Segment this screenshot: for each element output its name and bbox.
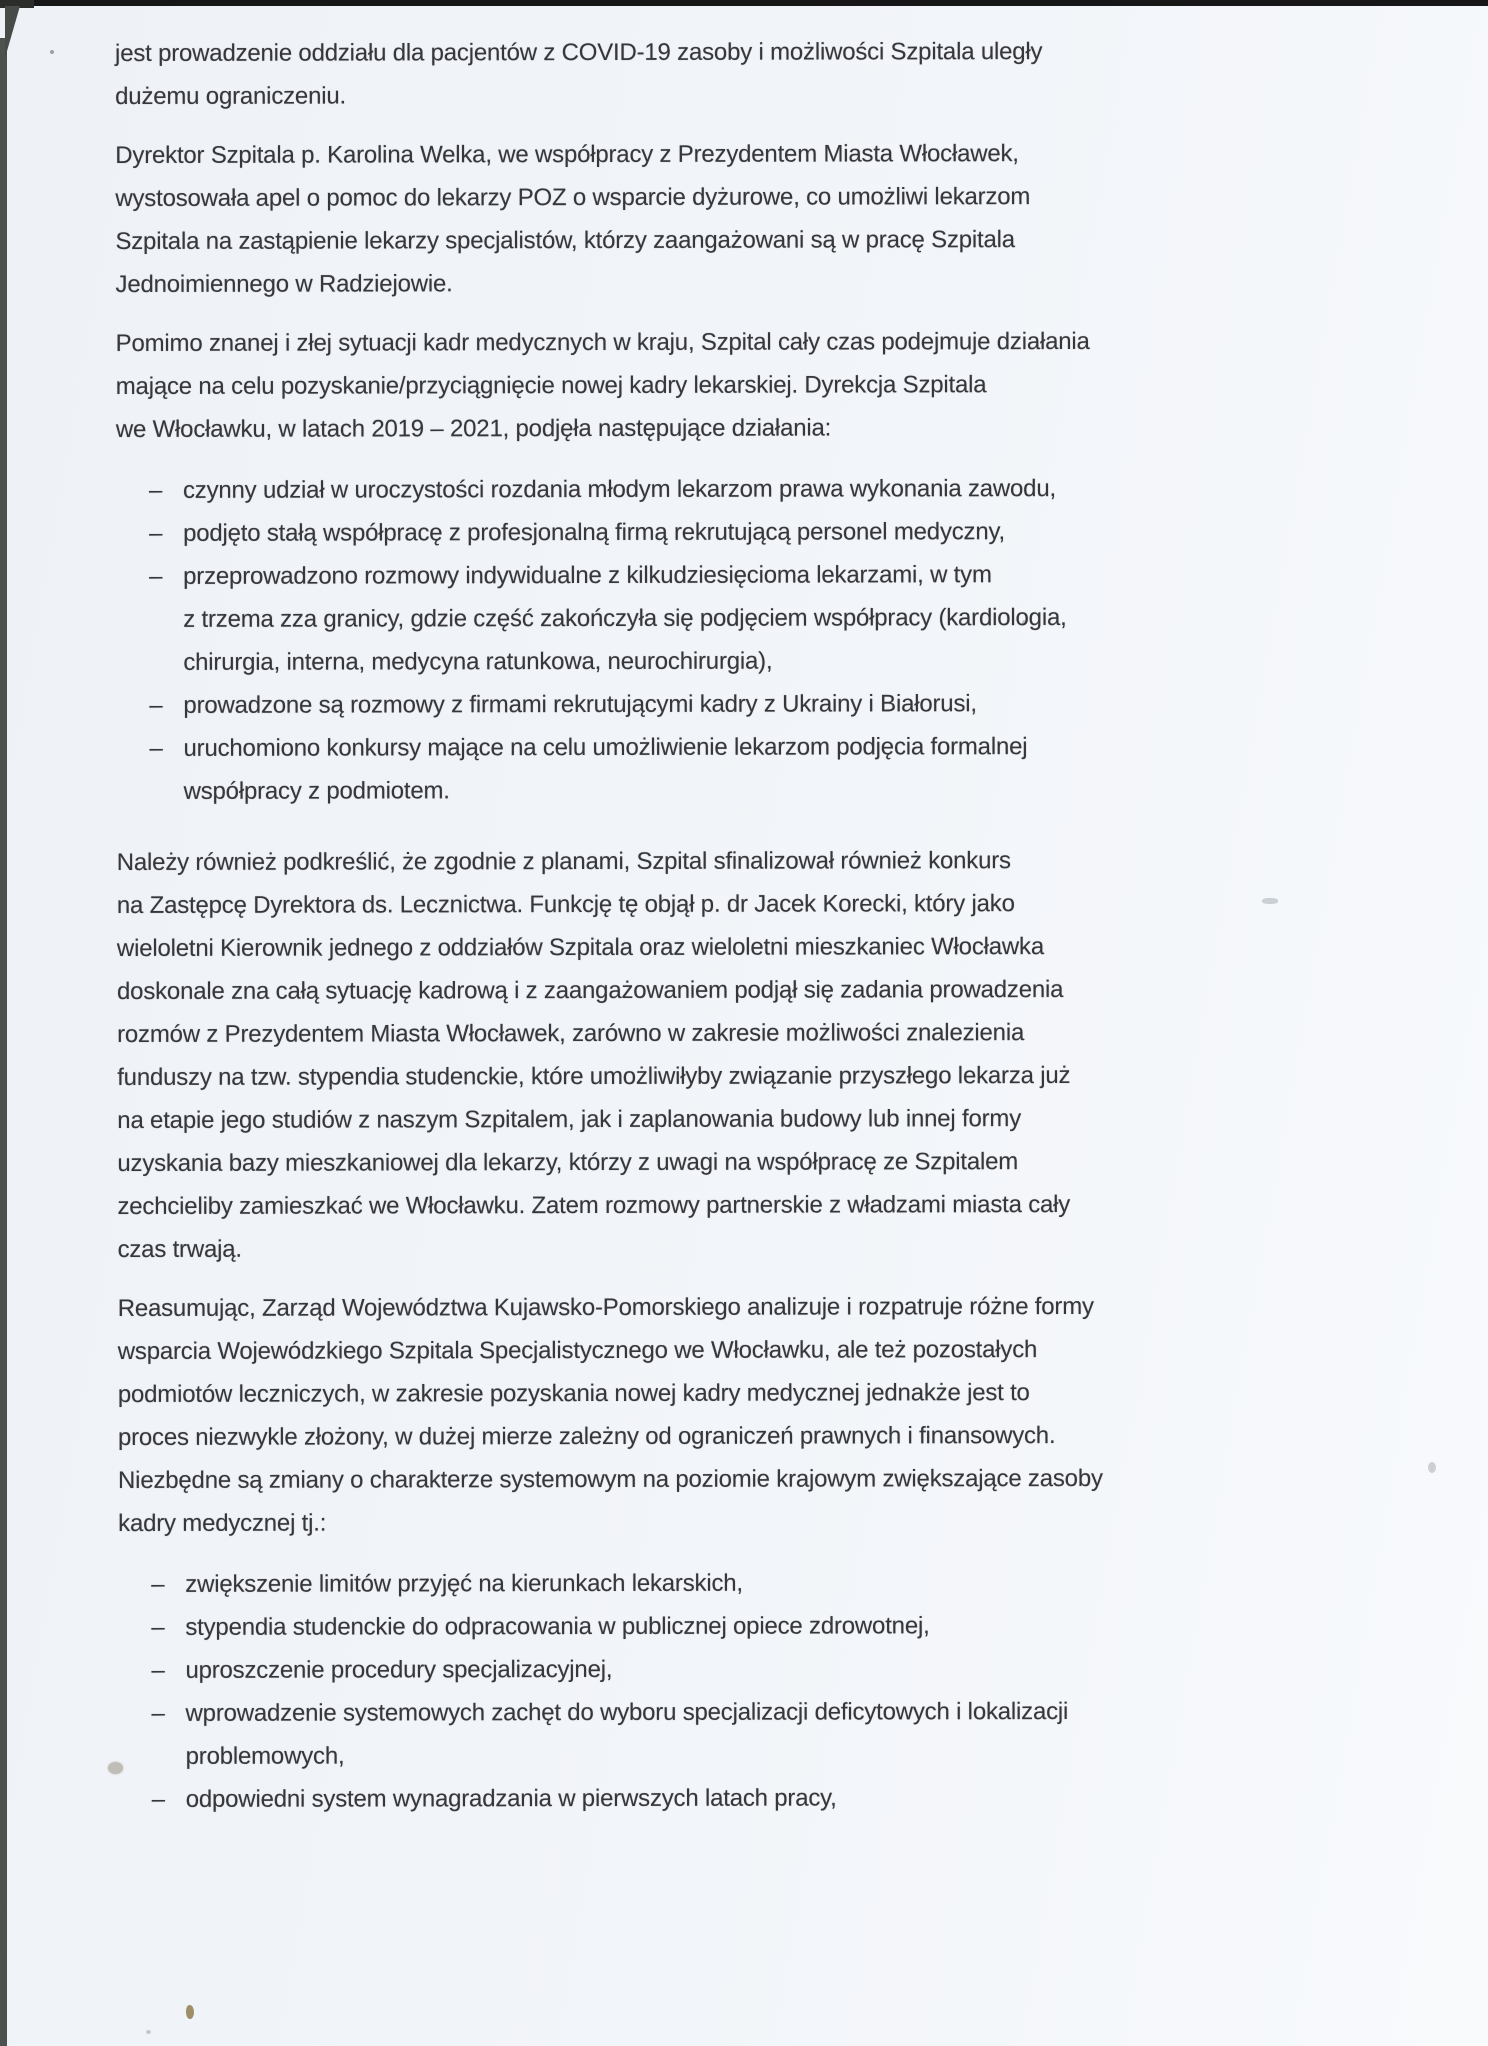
list-item-text: stypendia studenckie do odpracowania w publicznej opiece zdrowotnej,: [185, 1612, 930, 1641]
document-body: [115, 30, 1227, 1821]
bullet-dash: –: [151, 1613, 165, 1641]
dust-speck: [1428, 1462, 1436, 1473]
paragraph-summary: Reasumując, Zarząd Województwa Kujawsko-Pomorskiego analizuje i rozpatruje różne formy wsparcia Wojewódzkiego Szpitala Specjalistycznego we Włocławku, ale też pozostałych podmiotów leczniczych, w zakresie pozyskania nowej kadry medycznej jednakże jest to proces niezwykle złożony, w dużej mierze zależny od ograniczeń prawnych i finansowych. Niezbędne są zmiany o charakterze systemowym na poziomie krajowym zwiększające zasoby kadry medycznej tj.:: [117, 1292, 1103, 1537]
list-item: [149, 467, 1224, 512]
list-item: [151, 1604, 1226, 1649]
list-item-text: czynny udział w uroczystości rozdania młodym lekarzom prawa wykonania zawodu,: [182, 475, 1056, 504]
paragraph-covid-limitations: jest prowadzenie oddziału dla pacjentów z COVID-19 zasoby i możliwości Szpitala uległy dużemu ograniczeniu.: [115, 38, 1043, 110]
bullet-dash: –: [151, 1656, 165, 1684]
list-item: [151, 1647, 1226, 1692]
list-item: [151, 1690, 1226, 1778]
recruitment-actions-list: [116, 467, 1225, 813]
bullet-dash: –: [151, 1785, 165, 1813]
list-item-text: przeprowadzono rozmowy indywidualne z kilkudziesięcioma lekarzami, w tym z trzema zza granicy, gdzie część zakończyła się podjęciem współpracy (kardiologia, chirurgia, interna, medycyna ratunkowa, neurochirurgia),: [183, 561, 1067, 676]
bullet-dash: –: [149, 734, 163, 762]
bullet-dash: –: [149, 691, 163, 719]
paragraph-director-appeal: Dyrektor Szpitala p. Karolina Welka, we współpracy z Prezydentem Miasta Włocławek, wystosowała apel o pomoc do lekarzy POZ o wsparcie dyżurowe, co umożliwi lekarzom Szpitala na zastąpienie lekarzy specjalistów, którzy zaangażowani są w pracę Szpitala Jednoimiennego w Radziejowie.: [115, 140, 1031, 298]
bullet-dash: –: [149, 562, 163, 590]
list-item-text: zwiększenie limitów przyjęć na kierunkach lekarskich,: [185, 1569, 743, 1598]
list-item-text: podjęto stałą współpracę z profesjonalną firmą rekrutującą personel medyczny,: [183, 518, 1005, 547]
list-item-text: uproszczenie procedury specjalizacyjnej,: [185, 1655, 613, 1684]
bullet-dash: –: [151, 1699, 165, 1727]
list-item: [149, 510, 1224, 555]
list-item: [151, 1561, 1226, 1606]
scanner-top-edge: [26, 0, 1488, 6]
list-item: [149, 682, 1224, 727]
dust-speck: [186, 2005, 194, 2019]
paragraph-deputy-director: Należy również podkreślić, że zgodnie z planami, Szpital sfinalizował również konkurs na Zastępcę Dyrektora ds. Lecznictwa. Funkcję tę objął p. dr Jacek Korecki, który jako wieloletni Kierownik jednego z oddziałów Szpitala oraz wieloletni mieszkaniec Włocławka doskonale zna całą sytuację kadrową i z zaangażowaniem podjął się zadania prowadzenia rozmów z Prezydentem Miasta Włocławek, zarówno w zakresie możliwości znalezienia funduszy na tzw. stypendia studenckie, które umożliwiłyby związanie przyszłego lekarza już na etapie jego studiów z naszym Szpitalem, jak i zaplanowania budowy lub innej formy uzyskania bazy mieszkaniowej dla lekarzy, którzy z uwagi na współpracę ze Szpitalem zechcieliby zamieszkać we Włocławku. Zatem rozmowy partnerskie z władzami miasta cały czas trwają.: [116, 847, 1071, 1263]
list-item: [149, 725, 1224, 813]
page-corner-shadow: [5, 6, 20, 58]
list-item: [152, 1776, 1227, 1821]
scanner-left-edge: [0, 38, 7, 2046]
list-item: [149, 553, 1224, 684]
list-item-text: uruchomiono konkursy mające na celu umożliwienie lekarzom podjęcia formalnej współpracy z podmiotem.: [183, 733, 1028, 805]
list-item-text: odpowiedni system wynagradzania w pierwszych latach pracy,: [185, 1784, 837, 1813]
bullet-dash: –: [148, 476, 163, 504]
system-changes-list: [118, 1561, 1227, 1821]
paragraph-recruitment-intro: Pomimo znanej i złej sytuacji kadr medycznych w kraju, Szpital cały czas podejmuje działania mające na celu pozyskanie/przyciągnięcie nowej kadry lekarskiej. Dyrekcja Szpitala we Włocławku, w latach 2019 – 2021, podjęła następujące działania:: [115, 327, 1090, 443]
bullet-dash: –: [149, 519, 163, 547]
list-item-text: wprowadzenie systemowych zachęt do wyboru specjalizacji deficytowych i lokalizacji problemowych,: [185, 1698, 1069, 1770]
bullet-dash: –: [151, 1570, 165, 1598]
dust-speck: [1262, 898, 1278, 904]
dust-speck: [50, 50, 54, 54]
list-item-text: prowadzone są rozmowy z firmami rekrutującymi kadry z Ukrainy i Białorusi,: [183, 690, 977, 719]
dust-speck: [146, 2030, 151, 2034]
